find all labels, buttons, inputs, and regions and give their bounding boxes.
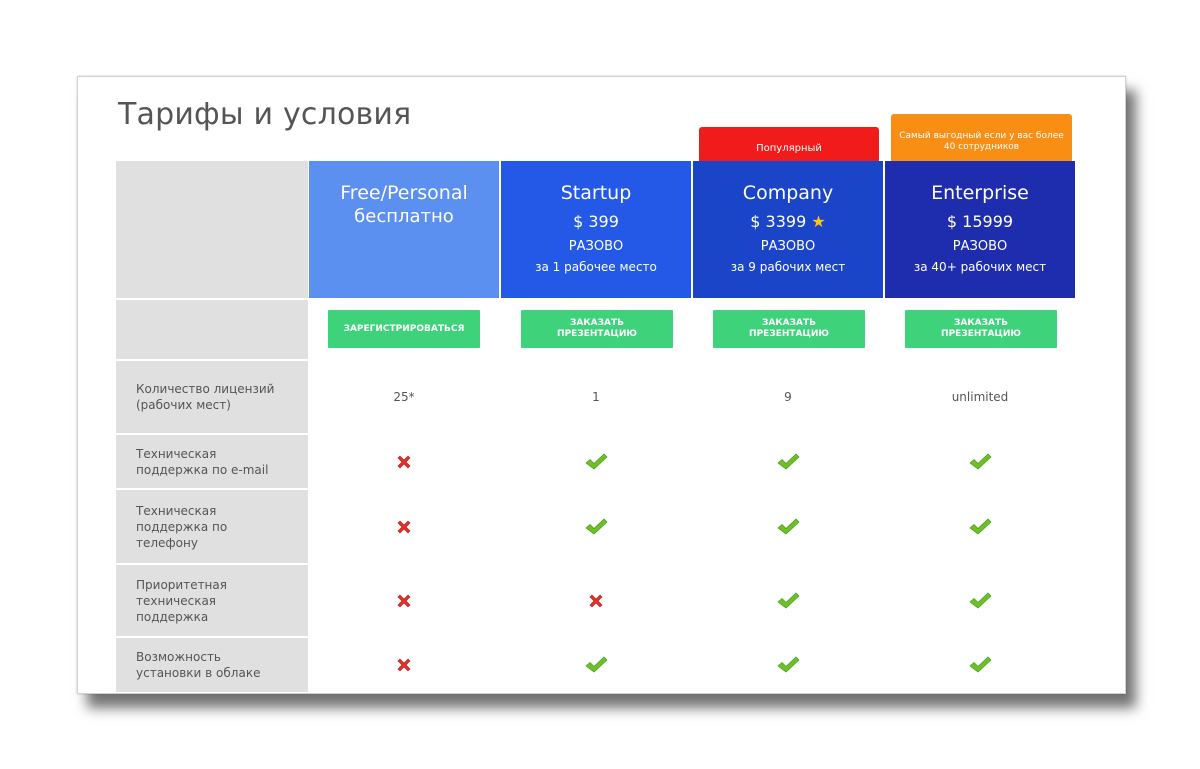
cross-icon	[309, 435, 499, 488]
plan-seats: за 1 рабочее место	[535, 260, 657, 274]
check-icon-shape	[776, 655, 800, 675]
cross-icon	[501, 565, 691, 636]
check-icon-shape	[584, 452, 608, 472]
header-blank-cell	[116, 161, 308, 298]
check-icon-shape	[968, 655, 992, 675]
check-icon	[693, 490, 883, 563]
check-icon	[885, 565, 1075, 636]
feature-label: Техническая поддержка по телефону	[116, 490, 308, 563]
check-icon	[885, 638, 1075, 692]
cross-icon-shape	[587, 592, 605, 610]
page-title: Тарифы и условия	[118, 97, 412, 132]
plan-price: $ 15999	[946, 212, 1014, 231]
plan-period: РАЗОВО	[952, 239, 1008, 254]
plan-name: Company	[742, 182, 834, 204]
star-icon: ★	[811, 212, 826, 231]
feature-value: 25*	[393, 390, 415, 404]
cross-icon	[309, 490, 499, 563]
cross-icon-shape	[395, 518, 413, 536]
check-icon-shape	[584, 655, 608, 675]
feature-label: Возможность установки в облаке	[116, 638, 308, 692]
feature-value: 1	[592, 390, 600, 404]
check-icon-shape	[968, 452, 992, 472]
plan-header-free	[309, 161, 499, 298]
plan-period: РАЗОВО	[568, 239, 624, 254]
plan-header-company	[693, 161, 883, 298]
feature-label: Количество лицензий (рабочих мест)	[116, 361, 308, 433]
buttons-blank-cell	[116, 300, 308, 359]
check-icon	[693, 638, 883, 692]
plan-seats: за 9 рабочих мест	[730, 260, 846, 274]
cross-icon	[309, 565, 499, 636]
cross-icon	[309, 638, 499, 692]
plan-period: РАЗОВО	[760, 239, 816, 254]
plan-name: Startup	[560, 182, 632, 204]
check-icon-shape	[776, 452, 800, 472]
check-icon-shape	[584, 517, 608, 537]
plan-header-startup	[501, 161, 691, 298]
plan-price: $ 399	[573, 212, 619, 231]
plan-price-line	[693, 212, 883, 232]
check-icon	[693, 435, 883, 488]
feature-label: Приоритетная техническая поддержка	[116, 565, 308, 636]
check-icon	[693, 565, 883, 636]
pricing-card	[77, 76, 1126, 694]
check-icon-shape	[776, 517, 800, 537]
cross-icon-shape	[395, 592, 413, 610]
check-icon-shape	[968, 517, 992, 537]
feature-value: unlimited	[951, 390, 1009, 404]
check-icon	[885, 435, 1075, 488]
check-icon	[885, 490, 1075, 563]
check-icon	[501, 638, 691, 692]
check-icon-shape	[776, 591, 800, 611]
plan-header-enterprise	[885, 161, 1075, 298]
plan-name: Free/Personal	[340, 182, 468, 204]
plan-price: бесплатно	[354, 206, 454, 227]
cross-icon-shape	[395, 453, 413, 471]
order-presentation-company-button[interactable]: ЗАКАЗАТЬ ПРЕЗЕНТАЦИЮ	[713, 310, 865, 348]
feature-value: 9	[784, 390, 792, 404]
check-icon	[501, 490, 691, 563]
plan-name: Enterprise	[931, 182, 1029, 204]
feature-label: Техническая поддержка по e-mail	[116, 435, 308, 488]
register-button[interactable]: ЗАРЕГИСТРИРОВАТЬСЯ	[328, 310, 480, 348]
best-value-ribbon: Самый выгодный если у вас более 40 сотрудников	[891, 114, 1072, 161]
order-presentation-startup-button[interactable]: ЗАКАЗАТЬ ПРЕЗЕНТАЦИЮ	[521, 310, 673, 348]
check-icon	[501, 435, 691, 488]
plan-seats: за 40+ рабочих мест	[913, 260, 1047, 274]
plan-price: $ 3399	[750, 212, 807, 231]
order-presentation-enterprise-button[interactable]: ЗАКАЗАТЬ ПРЕЗЕНТАЦИЮ	[905, 310, 1057, 348]
check-icon-shape	[968, 591, 992, 611]
cross-icon-shape	[395, 656, 413, 674]
popular-ribbon: Популярный	[699, 127, 879, 161]
